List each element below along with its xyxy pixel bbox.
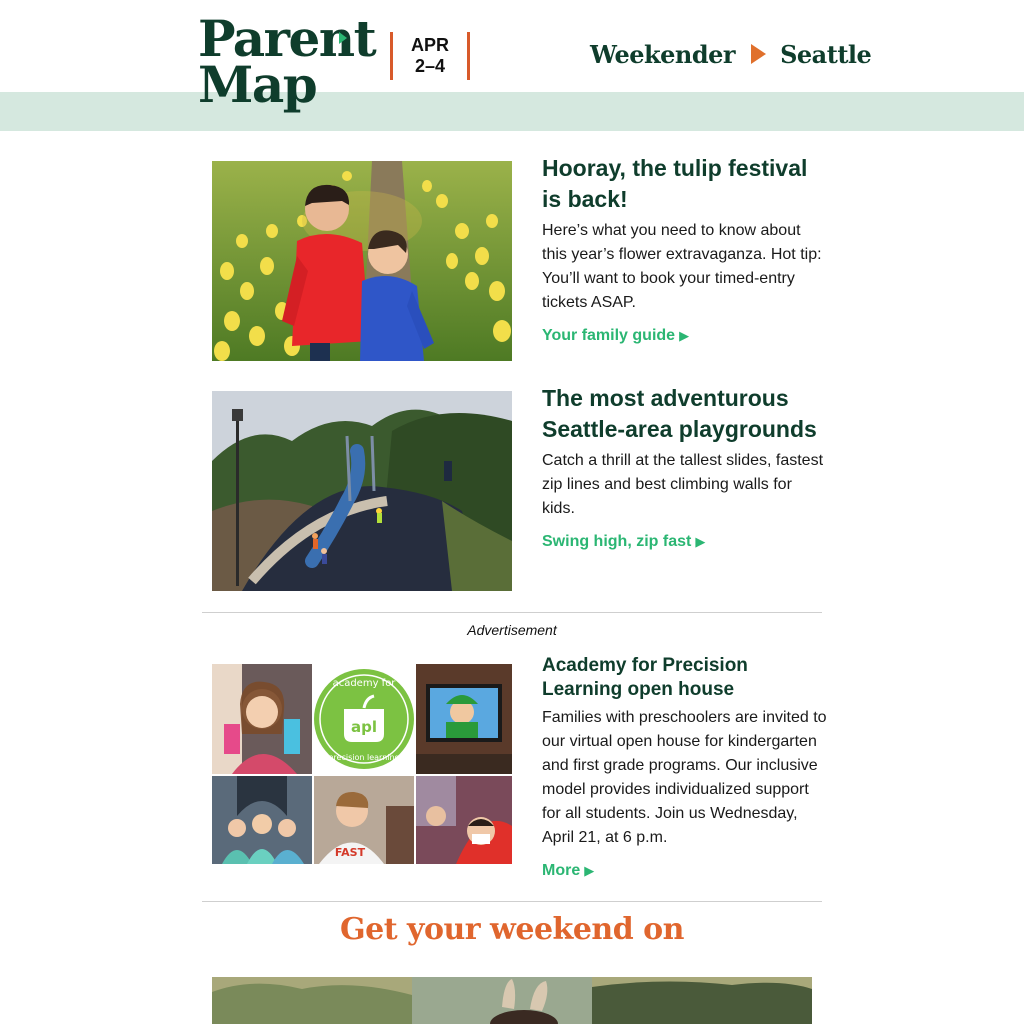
play-arrow-icon: ▶ (584, 863, 595, 878)
play-arrow-icon: ▶ (679, 328, 690, 343)
weekend-hero-photo[interactable] (212, 977, 812, 1024)
ad-text (542, 654, 827, 880)
date-days: 2–4 (414, 56, 446, 76)
section-heading: Get your weekend on (340, 912, 684, 947)
collage-girl-photo (212, 664, 312, 774)
apl-logo-badge (314, 664, 414, 774)
story-title[interactable]: Hooray, the tulip festival is back! (542, 155, 808, 212)
collage-family-photo (212, 776, 312, 864)
newsletter-edition (590, 38, 871, 70)
swing-high-link[interactable] (542, 533, 705, 551)
logo-play-icon (339, 32, 347, 44)
tulip-kids-photo[interactable] (212, 161, 512, 361)
story-playgrounds-text (542, 383, 827, 551)
family-guide-link[interactable] (542, 327, 689, 345)
story-title[interactable]: The most adventurous Seattle-area playgrounds (542, 385, 817, 442)
cta-label: More (542, 862, 581, 879)
play-arrow-icon: ▶ (695, 534, 706, 549)
story-tulip-text (542, 153, 827, 345)
date-range-badge (390, 32, 470, 80)
collage-laptop-photo (416, 664, 512, 774)
badge-bottom-text: precision learning (328, 753, 400, 762)
collage-boy-photo (314, 776, 414, 864)
shirt-text: FAST (334, 846, 366, 859)
collage-mask-photo (416, 776, 512, 864)
apl-photo-collage[interactable] (212, 664, 512, 864)
badge-top-text: academy for (332, 678, 396, 689)
header-band (0, 92, 1024, 131)
divider (202, 901, 822, 902)
cta-label: Swing high, zip fast (542, 533, 692, 550)
advertisement-label: Advertisement (467, 622, 557, 638)
ad-body: Families with preschoolers are invited to our virtual open house for kindergarten and first grade programs. Our inclusive model provides individualized support for all students. Join us Wednesday, April 21, at 6 p.m. (542, 709, 827, 846)
badge-abbr-text: apl (350, 718, 378, 736)
ad-more-link[interactable] (542, 862, 594, 880)
email-header (0, 0, 1024, 131)
play-arrow-icon (751, 44, 766, 64)
cta-label: Your family guide (542, 327, 676, 344)
playground-photo[interactable] (212, 391, 512, 591)
logo-line-2: Map (198, 55, 317, 114)
weekender-label: Weekender (590, 39, 736, 69)
divider (202, 612, 822, 613)
logo-line-1: Parent (198, 9, 376, 68)
ad-title[interactable]: Academy for Precision Learning open house (542, 655, 748, 700)
story-body: Catch a thrill at the tallest slides, fastest zip lines and best climbing walls for kids. (542, 452, 824, 517)
city-label: Seattle (780, 39, 872, 69)
date-month: APR (410, 35, 449, 55)
parentmap-logo[interactable] (198, 9, 376, 114)
story-body: Here’s what you need to know about this year’s flower extravaganza. Hot tip: You’ll want to book your timed-entry tickets ASAP. (542, 222, 822, 311)
